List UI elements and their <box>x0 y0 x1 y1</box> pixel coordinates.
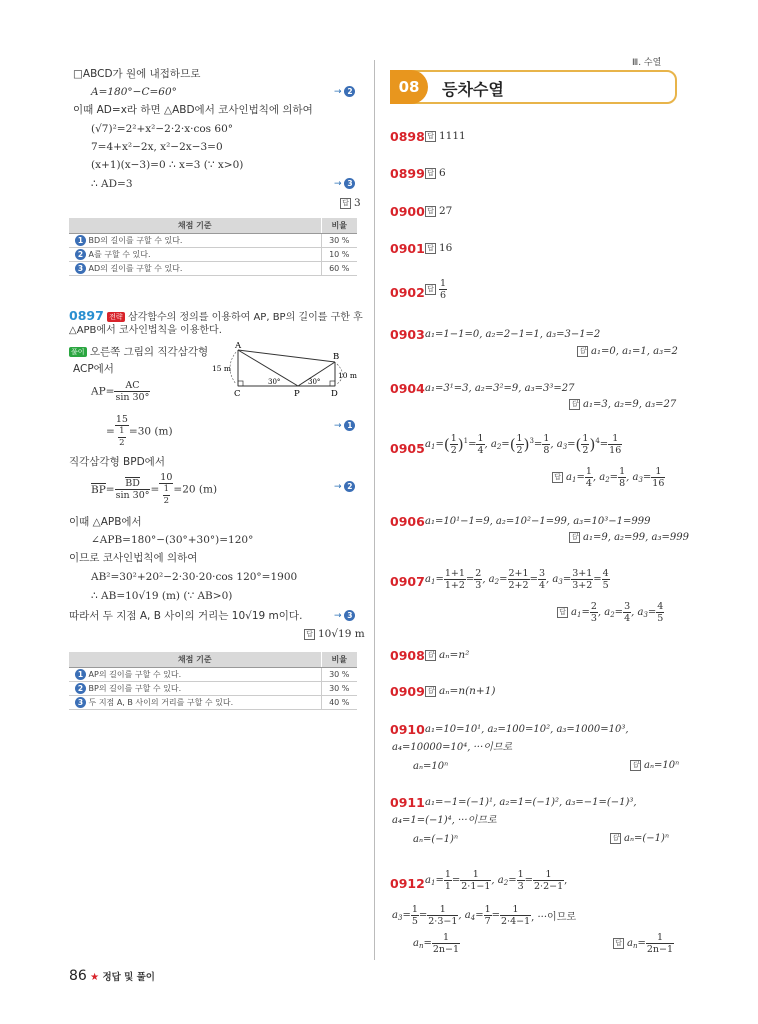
work-0912: $a_n=$ $\frac{1}{2n-1}$ <box>413 932 460 955</box>
problem-number: 0909 <box>390 684 425 699</box>
answer-mark-icon: 답 <box>569 532 580 543</box>
marker-2-icon: 2 <box>344 481 355 492</box>
solution-line: 직각삼각형 BPD에서 <box>69 456 165 468</box>
work-0911: a₄=1=(−1)⁴, ···이므로 <box>392 815 497 826</box>
answer-mark-icon: 답 <box>425 131 436 142</box>
problem-number: 0906 <box>390 514 425 529</box>
table-header: 채점 기준 <box>69 652 321 667</box>
label-b: B <box>333 352 340 362</box>
marker-1-icon: 1 <box>75 235 86 246</box>
answer-0908: 답 aₙ=n² <box>425 649 469 661</box>
grading-table-2 <box>69 652 357 710</box>
label-p: P <box>294 389 300 399</box>
arrow: → 1 <box>334 420 355 431</box>
answer-0902: 답 $\frac{1}{6}$ <box>425 278 447 301</box>
answer-mark-icon: 답 <box>610 833 621 844</box>
solution-line: ACP에서 <box>73 363 114 375</box>
angle-label: 30° <box>268 378 281 386</box>
answer-mark-icon: 답 <box>425 243 436 254</box>
label-c: C <box>234 389 241 399</box>
table-row: 3 두 지점 A, B 사이의 거리를 구할 수 있다. 40 % <box>69 695 357 709</box>
answer-mark-icon: 답 <box>425 206 436 217</box>
strategy-tag: 전략 <box>109 313 123 321</box>
answer-mark-icon: 답 <box>425 168 436 179</box>
answer-0905: 답 $a_1=$ $\frac{1}{4}$ , $a_2=$ $\frac{1}{8}$ , $a_3=$ $\frac{1}{16}$ <box>552 466 665 489</box>
answer-0911: 답 aₙ=(−1)ⁿ <box>610 833 669 844</box>
work-0910: a₁=10=10¹, a₂=100=10², a₃=1000=10³, <box>425 724 629 735</box>
formula-ap-value: = $\frac{15}{\frac{1}{2}}$ =30 (m) <box>106 414 173 448</box>
line-7: ∴ AD=3 <box>91 178 133 190</box>
arrow: → 2 <box>334 481 355 492</box>
problem-number: 0897 <box>69 308 104 323</box>
marker-3-icon: 3 <box>75 263 86 274</box>
chapter-badge: 08 <box>390 70 428 104</box>
answer-0909: 답 aₙ=n(n+1) <box>425 685 496 697</box>
table-row: 2 BP의 길이를 구할 수 있다. 30 % <box>69 681 357 695</box>
marker-2-icon: 2 <box>75 683 86 694</box>
answer-0904: 답 a₁=3, a₂=9, a₃=27 <box>569 399 676 410</box>
problem-number: 0911 <box>390 795 425 810</box>
work-0910: a₄=10000=10⁴, ···이므로 <box>392 742 513 753</box>
answer-mark-icon: 답 <box>425 686 436 697</box>
solution-line: 이때 △APB에서 <box>69 516 142 528</box>
answer-0907: 답 $a_1=$ $\frac{2}{3}$ , $a_2=$ $\frac{3}{4}$ , $a_3=$ $\frac{4}{5}$ <box>557 601 664 624</box>
table-header: 비율 <box>321 652 357 667</box>
strategy-text-2: △APB에서 코사인법칙을 이용한다. <box>69 325 222 336</box>
line-5: 7=4+x²−2x, x²−2x−3=0 <box>91 141 223 153</box>
section-header: Ⅲ. 수열 <box>632 58 662 68</box>
problem-number: 0901 <box>390 241 425 256</box>
work-0912: $a_1=$ $\frac{1}{1}$ = $\frac{1}{2\cdot 1-1}$ , $a_2=$ $\frac{1}{3}$ = $\frac{1}{2\cdot 2-1}$ , <box>425 869 568 892</box>
answer-mark-icon: 답 <box>630 760 641 771</box>
grading-table-1 <box>69 218 357 276</box>
answer-mark-icon: 답 <box>304 629 315 640</box>
answer-mark-icon: 답 <box>613 938 624 949</box>
work-0904: a₁=3¹=3, a₂=3²=9, a₃=3³=27 <box>425 383 575 394</box>
label-a: A <box>235 341 242 351</box>
solution-line: 이므로 코사인법칙에 의하여 <box>69 552 198 564</box>
work-0911: aₙ=(−1)ⁿ <box>413 834 458 845</box>
problem-0897-header <box>69 308 363 323</box>
work-0911: a₁=−1=(−1)¹, a₂=1=(−1)², a₃=−1=(−1)³, <box>425 797 637 808</box>
work-0910: aₙ=10ⁿ <box>413 761 449 772</box>
problem-number: 0899 <box>390 166 425 181</box>
problem-number: 0898 <box>390 129 425 144</box>
label-15m: 15 m <box>212 364 232 373</box>
page-number: 86 <box>69 968 87 984</box>
answer-0900: 답 27 <box>425 205 452 217</box>
column-divider <box>374 60 375 960</box>
problem-number: 0912 <box>390 876 425 891</box>
problem-number: 0905 <box>390 441 425 456</box>
answer-0899: 답 6 <box>425 167 446 179</box>
marker-2-icon: 2 <box>344 86 355 97</box>
answer-mark-icon: 답 <box>425 284 436 295</box>
answer-0912: 답 $a_n=$ $\frac{1}{2n-1}$ <box>613 932 674 955</box>
work-0905: $a_1=$( $\frac{1}{2}$ )$^1$= $\frac{1}{4}$ , $a_2=$( $\frac{1}{2}$ )$^3$= $\frac{1}{8}$ , $a_3=$( $\frac{1}{2}$ )$^4$= $\frac{1}{16}$ <box>425 433 622 456</box>
solution-line: AB²=30²+20²−2·30·20·cos 120°=1900 <box>91 571 298 583</box>
table-row: 1 BD의 길이를 구할 수 있다. 30 % <box>69 233 357 247</box>
right-triangle-figure <box>210 340 360 404</box>
line-2: A=180°−C=60° <box>91 86 177 98</box>
problem-number: 0910 <box>390 722 425 737</box>
arrow: → 3 <box>334 610 355 621</box>
answer-0903: 답 a₁=0, a₁=1, a₃=2 <box>577 346 678 357</box>
problem-number: 0902 <box>390 285 425 300</box>
work-0912: $a_3=$ $\frac{1}{5}$ = $\frac{1}{2\cdot 3-1}$ , $a_4=$ $\frac{1}{7}$ = $\frac{1}{2\cdot 4-1}$ , ···이므로 <box>392 904 577 927</box>
marker-3-icon: 3 <box>75 697 86 708</box>
table-row: 1 AP의 길이를 구할 수 있다. 30 % <box>69 667 357 681</box>
answer-0898: 답 1111 <box>425 130 466 142</box>
answer-mark-icon: 답 <box>557 607 568 618</box>
arrow: → 3 <box>334 178 355 189</box>
chapter-banner <box>390 70 677 104</box>
marker-1-icon: 1 <box>75 669 86 680</box>
work-0906: a₁=10¹−1=9, a₂=10²−1=99, a₃=10³−1=999 <box>425 516 651 527</box>
strategy-text: 삼각함수의 정의를 이용하여 AP, BP의 길이를 구한 후 <box>128 312 363 323</box>
label-d: D <box>331 389 338 399</box>
marker-3-icon: 3 <box>344 178 355 189</box>
work-0907: $a_1=$ $\frac{1+1}{1+2}$ = $\frac{2}{3}$ , $a_2=$ $\frac{2+1}{2+2}$ = $\frac{3}{4}$ , $a_3=$ $\frac{3+1}{3+2}$ = $\frac{4}{5}$ <box>425 568 609 591</box>
answer-0901: 답 16 <box>425 242 452 254</box>
formula-bp: BP= $\frac{BD}{\sin 30^\circ}$ = $\frac{10}{\frac{1}{2}}$ =20 (m) <box>91 472 218 506</box>
marker-3-icon: 3 <box>344 610 355 621</box>
page-footer <box>69 968 155 984</box>
arrow: → 2 <box>334 86 355 97</box>
answer-mark-icon: 답 <box>340 198 351 209</box>
line-6: (x+1)(x−3)=0 ∴ x=3 (∵ x>0) <box>91 159 244 171</box>
chapter-title: 등차수열 <box>442 80 504 99</box>
table-header: 채점 기준 <box>69 218 321 233</box>
line-3: 이때 AD=x라 하면 △ABD에서 코사인법칙에 의하여 <box>73 104 313 116</box>
solution-intro: 풀이 오른쪽 그림의 직각삼각형 <box>71 346 209 358</box>
label-10m: 10 m <box>338 371 358 380</box>
right-angle-mark <box>238 381 243 386</box>
work-0903: a₁=1−1=0, a₂=2−1=1, a₃=3−1=2 <box>425 329 601 340</box>
footer-label: 정답 및 풀이 <box>102 972 155 983</box>
table-row: 3 AD의 길이를 구할 수 있다. 60 % <box>69 261 357 275</box>
solution-line: 따라서 두 지점 A, B 사이의 거리는 10√19 m이다. <box>69 610 303 622</box>
solution-tag: 풀이 <box>71 348 85 356</box>
answer-mark-icon: 답 <box>577 346 588 357</box>
answer-0897: 답 10√19 m <box>304 628 365 640</box>
problem-number: 0904 <box>390 381 425 396</box>
answer-mark-icon: 답 <box>552 472 563 483</box>
table-header: 비율 <box>321 218 357 233</box>
marker-1-icon: 1 <box>344 420 355 431</box>
problem-number: 0900 <box>390 204 425 219</box>
segment-ab <box>238 350 335 362</box>
answer-mark-icon: 답 <box>425 650 436 661</box>
angle-label: 30° <box>308 378 321 386</box>
line-1: □ABCD가 원에 내접하므로 <box>73 68 201 80</box>
right-angle-mark <box>330 381 335 386</box>
solution-line: ∠APB=180°−(30°+30°)=120° <box>91 534 254 546</box>
formula-ap: AP= $\frac{AC}{\sin 30^\circ}$ <box>91 380 150 403</box>
marker-2-icon: 2 <box>75 249 86 260</box>
problem-number: 0907 <box>390 574 425 589</box>
table-row: 2 A를 구할 수 있다. 10 % <box>69 247 357 261</box>
star-icon: ★ <box>90 972 100 983</box>
problem-number: 0903 <box>390 327 425 342</box>
problem-number: 0908 <box>390 648 425 663</box>
line-4: (√7)²=2²+x²−2·2·x·cos 60° <box>91 123 234 135</box>
answer-3: 답 3 <box>340 197 361 209</box>
answer-0906: 답 a₁=9, a₂=99, a₃=999 <box>569 532 689 543</box>
answer-mark-icon: 답 <box>569 399 580 410</box>
solution-line: ∴ AB=10√19 (m) (∵ AB>0) <box>91 590 233 602</box>
answer-0910: 답 aₙ=10ⁿ <box>630 760 679 771</box>
